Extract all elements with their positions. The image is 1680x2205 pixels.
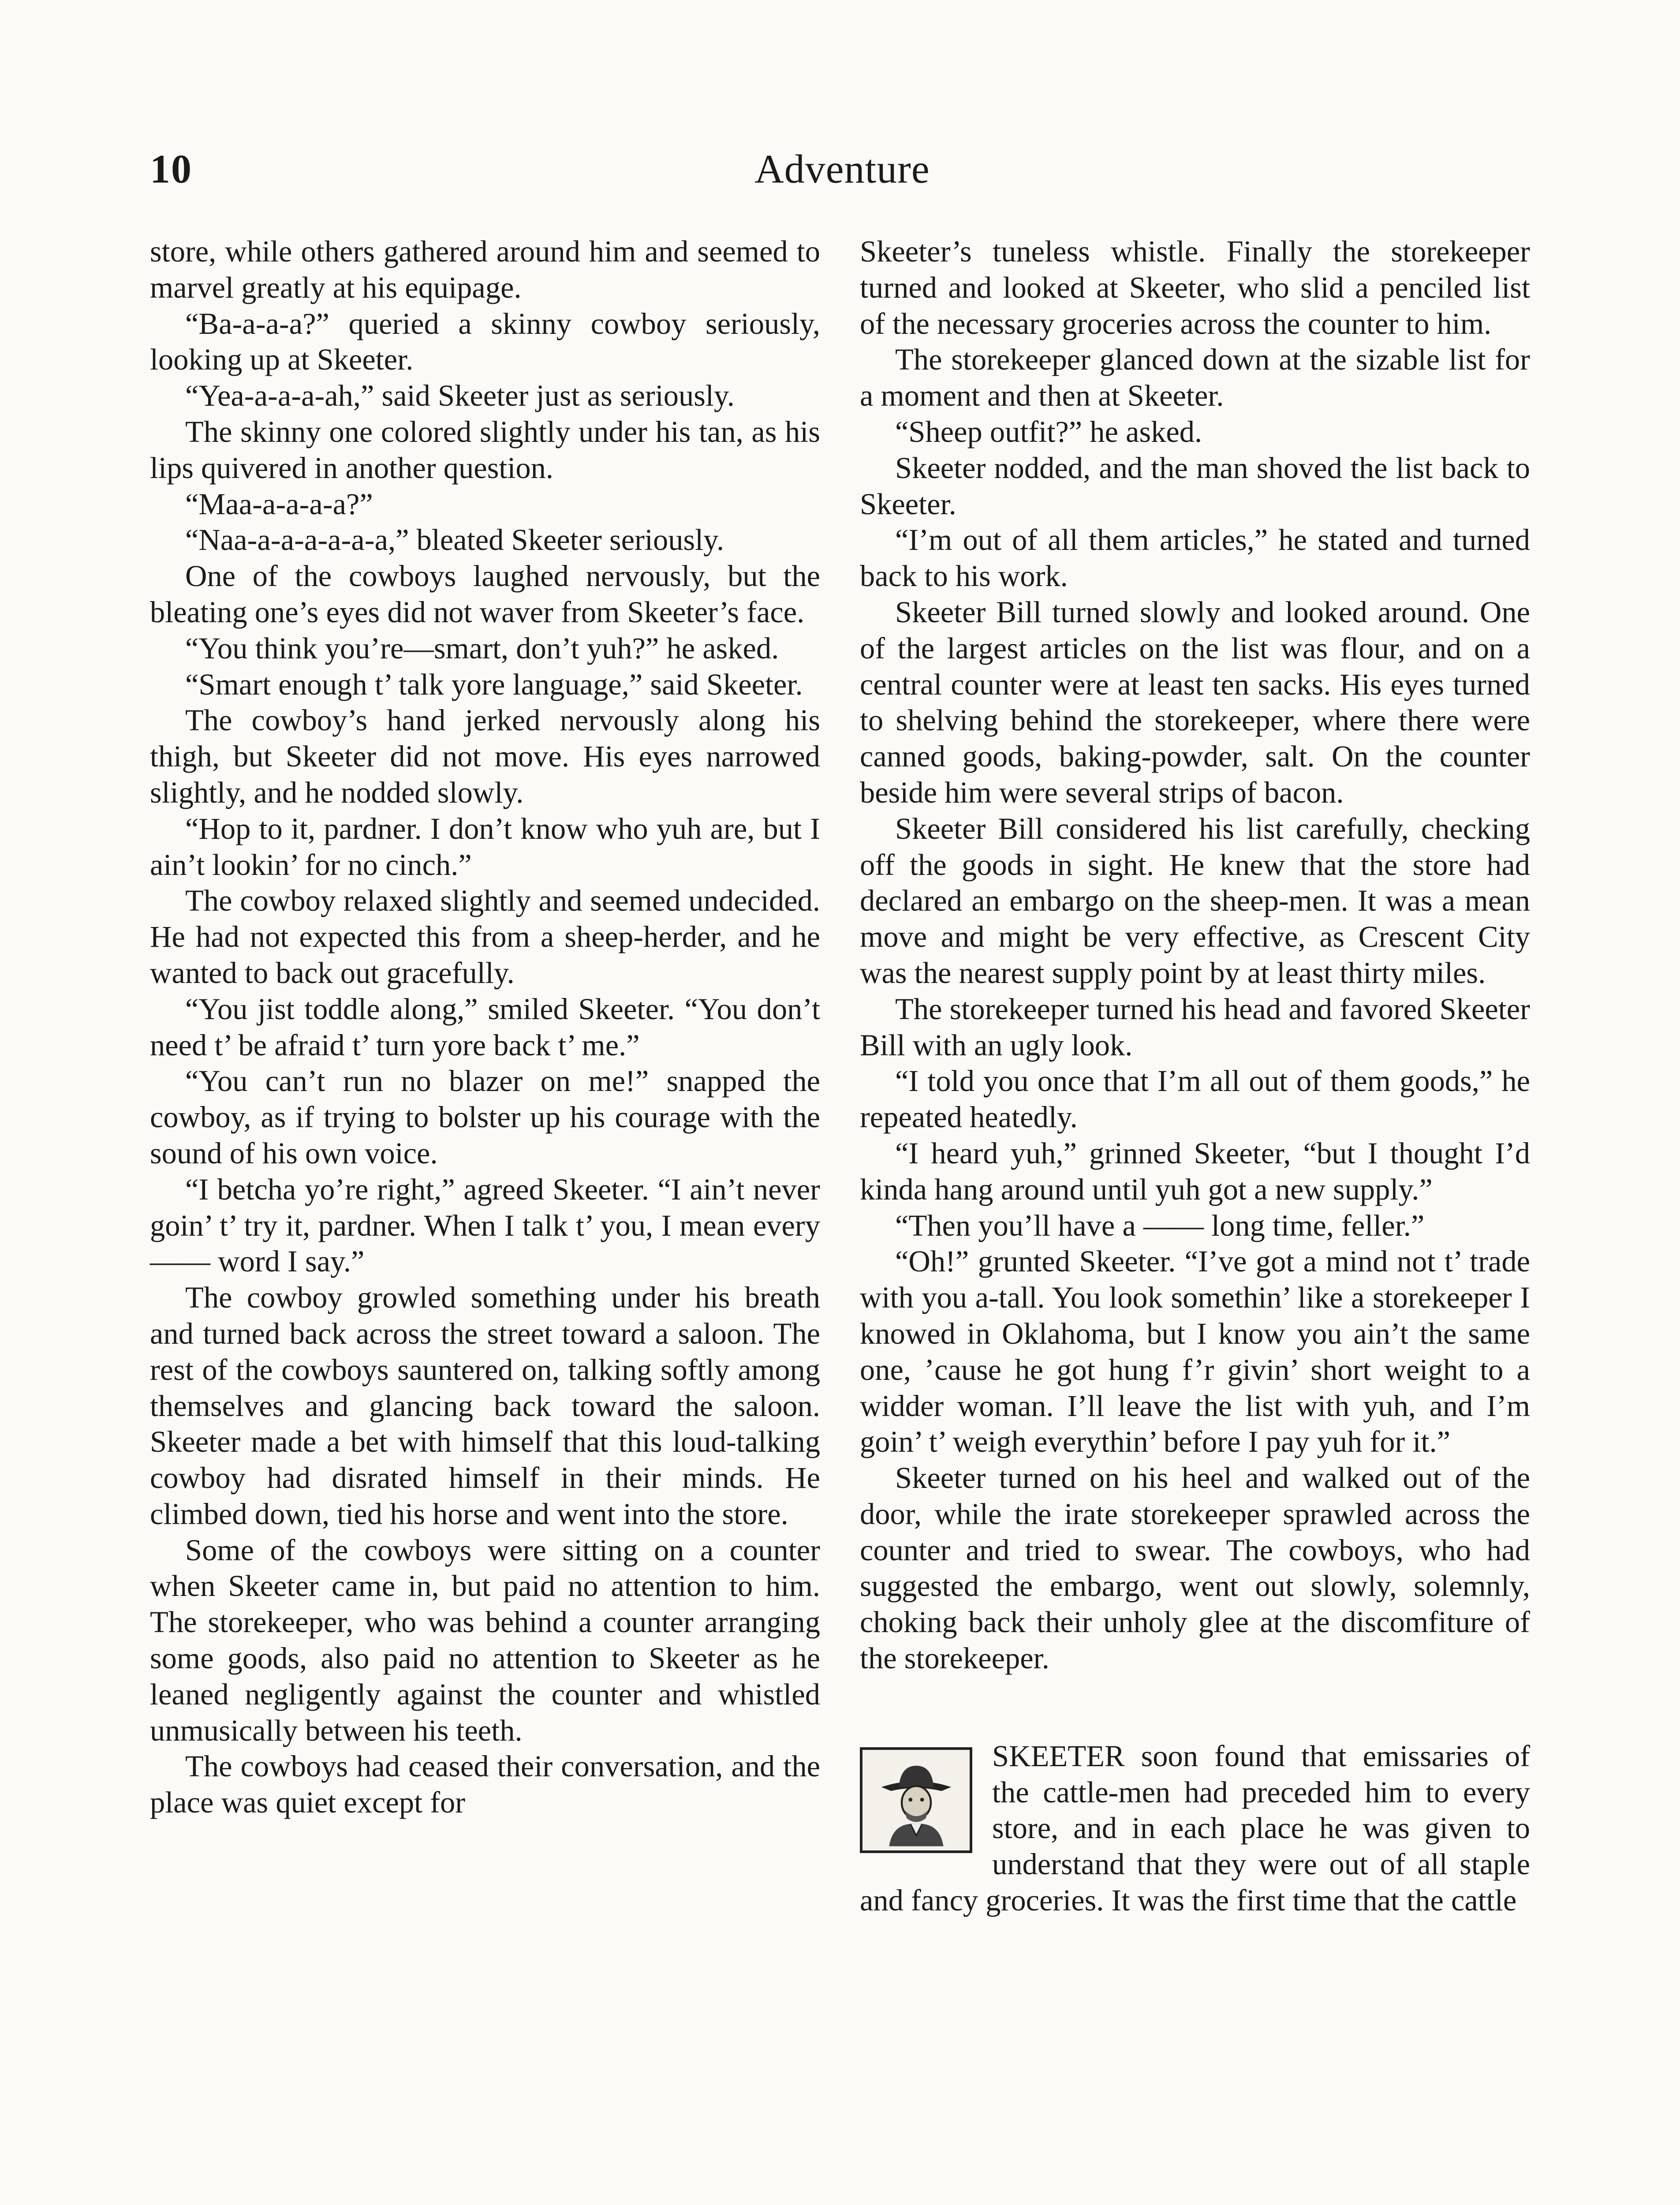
running-title: Adventure [754,146,930,191]
paragraph: “I told you once that I’m all out of them goods,” he repeated heatedly. [860,1064,1530,1134]
paragraph: “I’m out of all them articles,” he stated and turned back to his work. [860,523,1530,593]
paragraph: The storekeeper glanced down at the sizable list for a moment and then at Skeeter. [860,343,1530,413]
paragraph: “Ba-a-a-a?” queried a skinny cowboy seriously, looking up at Skeeter. [150,306,820,377]
right-column [860,234,1530,1919]
paragraph: “Smart enough t’ talk yore language,” said Skeeter. [185,667,803,701]
paragraph: The cowboy’s hand jerked nervously along his thigh, but Skeeter did not move. His eyes narrowed slightly, and he nodded slowly. [150,703,820,809]
paragraph: The storekeeper turned his head and favored Skeeter Bill with an ugly look. [860,992,1530,1062]
paragraph: “Yea-a-a-a-ah,” said Skeeter just as seriously. [185,379,735,413]
page-number: 10 [150,146,192,191]
paragraph: “Maa-a-a-a-a?” [185,487,373,521]
paragraph: Skeeter Bill turned slowly and looked around. One of the largest articles on the list was flour, and on a central counter were at least ten sacks. His eyes turned to shelving behind the storekeeper, where there were canned goods, baking-powder, salt. On the counter beside him were several strips of bacon. [860,595,1530,809]
section-start-paragraph [860,1738,1530,1919]
paragraph: The cowboys had ceased their conversation, and the place was quiet except for [150,1749,820,1820]
paragraph: “Naa-a-a-a-a-a-a,” bleated Skeeter seriously. [185,523,724,557]
paragraph: “Then you’ll have a —— long time, feller.” [895,1208,1425,1242]
paragraph: “I heard yuh,” grinned Skeeter, “but I thought I’d kinda hang around until yuh got a new supply.” [860,1136,1530,1206]
paragraph: The cowboy growled something under his breath and turned back across the street toward a saloon. The rest of the cowboys sauntered on, talking softly among themselves and glancing back toward the saloon. Skeeter made a bet with himself that this loud-talking cowboy had disrated himself in their minds. He climbed down, tied his horse and went into the store. [150,1281,820,1531]
paragraph: The skinny one colored slightly under his tan, as his lips quivered in another question. [150,415,820,485]
paragraph: Skeeter turned on his heel and walked out of the door, while the irate storekeeper sprawled across the counter and tried to swear. The cowboys, who had suggested the embargo, went out slowly, solemnly, choking back their unholy glee at the discomfiture of the storekeeper. [860,1461,1530,1675]
paragraph: “You can’t run no blazer on me!” snapped the cowboy, as if trying to bolster up his courage with the sound of his own voice. [150,1064,820,1170]
section-break [860,1677,1530,1738]
section-start-text: SKEETER soon found that emissaries of the cattle-men had preceded him to every store, and in each place he was given to understand that they were out of all staple and fancy groceries. It was the first time that the cattle [860,1739,1530,1917]
paragraph: Skeeter nodded, and the man shoved the list back to Skeeter. [860,451,1530,521]
cowboy-portrait-icon [860,1747,972,1853]
paragraph: Skeeter’s tuneless whistle. Finally the storekeeper turned and looked at Skeeter, who slid a penciled list of the necessary groceries across the counter to him. [860,235,1530,340]
paragraph: One of the cowboys laughed nervously, but the bleating one’s eyes did not waver from Skeeter’s face. [150,559,820,629]
left-column [150,234,820,1821]
paragraph: “I betcha yo’re right,” agreed Skeeter. “I ain’t never goin’ t’ try it, pardner. When I talk t’ you, I mean every —— word I say.” [150,1172,820,1278]
paragraph: store, while others gathered around him and seemed to marvel greatly at his equipage. [150,235,820,304]
paragraph: “Hop to it, pardner. I don’t know who yuh are, but I ain’t lookin’ for no cinch.” [150,811,820,882]
cowboy-portrait-drawing [868,1754,965,1846]
paragraph: Skeeter Bill considered his list carefully, checking off the goods in sight. He knew that the store had declared an embargo on the sheep-men. It was a mean move and might be very effective, as Crescent City was the nearest supply point by at least thirty miles. [860,811,1530,990]
paragraph: The cowboy relaxed slightly and seemed undecided. He had not expected this from a sheep-herder, and he wanted to back out gracefully. [150,884,820,990]
paragraph: Some of the cowboys were sitting on a counter when Skeeter came in, but paid no attention to him. The storekeeper, who was behind a counter arranging some goods, also paid no attention to Skeeter as he leaned negligently against the counter and whistled unmusically between his teeth. [150,1533,820,1747]
paragraph: “You think you’re—smart, don’t yuh?” he asked. [185,631,779,665]
paragraph: “Sheep outfit?” he asked. [895,415,1202,448]
paragraph: “You jist toddle along,” smiled Skeeter. “You don’t need t’ be afraid t’ turn yore back t’ me.” [150,992,820,1062]
page-header [150,146,1534,207]
paragraph: “Oh!” grunted Skeeter. “I’ve got a mind not t’ trade with you a-tall. You look somethin’ like a storekeeper I knowed in Oklahoma, but I know you ain’t the same one, ’cause he got hung f’r givin’ short weight to a widder woman. I’ll leave the list with yuh, and I’m goin’ t’ weigh everythin’ before I pay yuh for it.” [860,1245,1530,1459]
